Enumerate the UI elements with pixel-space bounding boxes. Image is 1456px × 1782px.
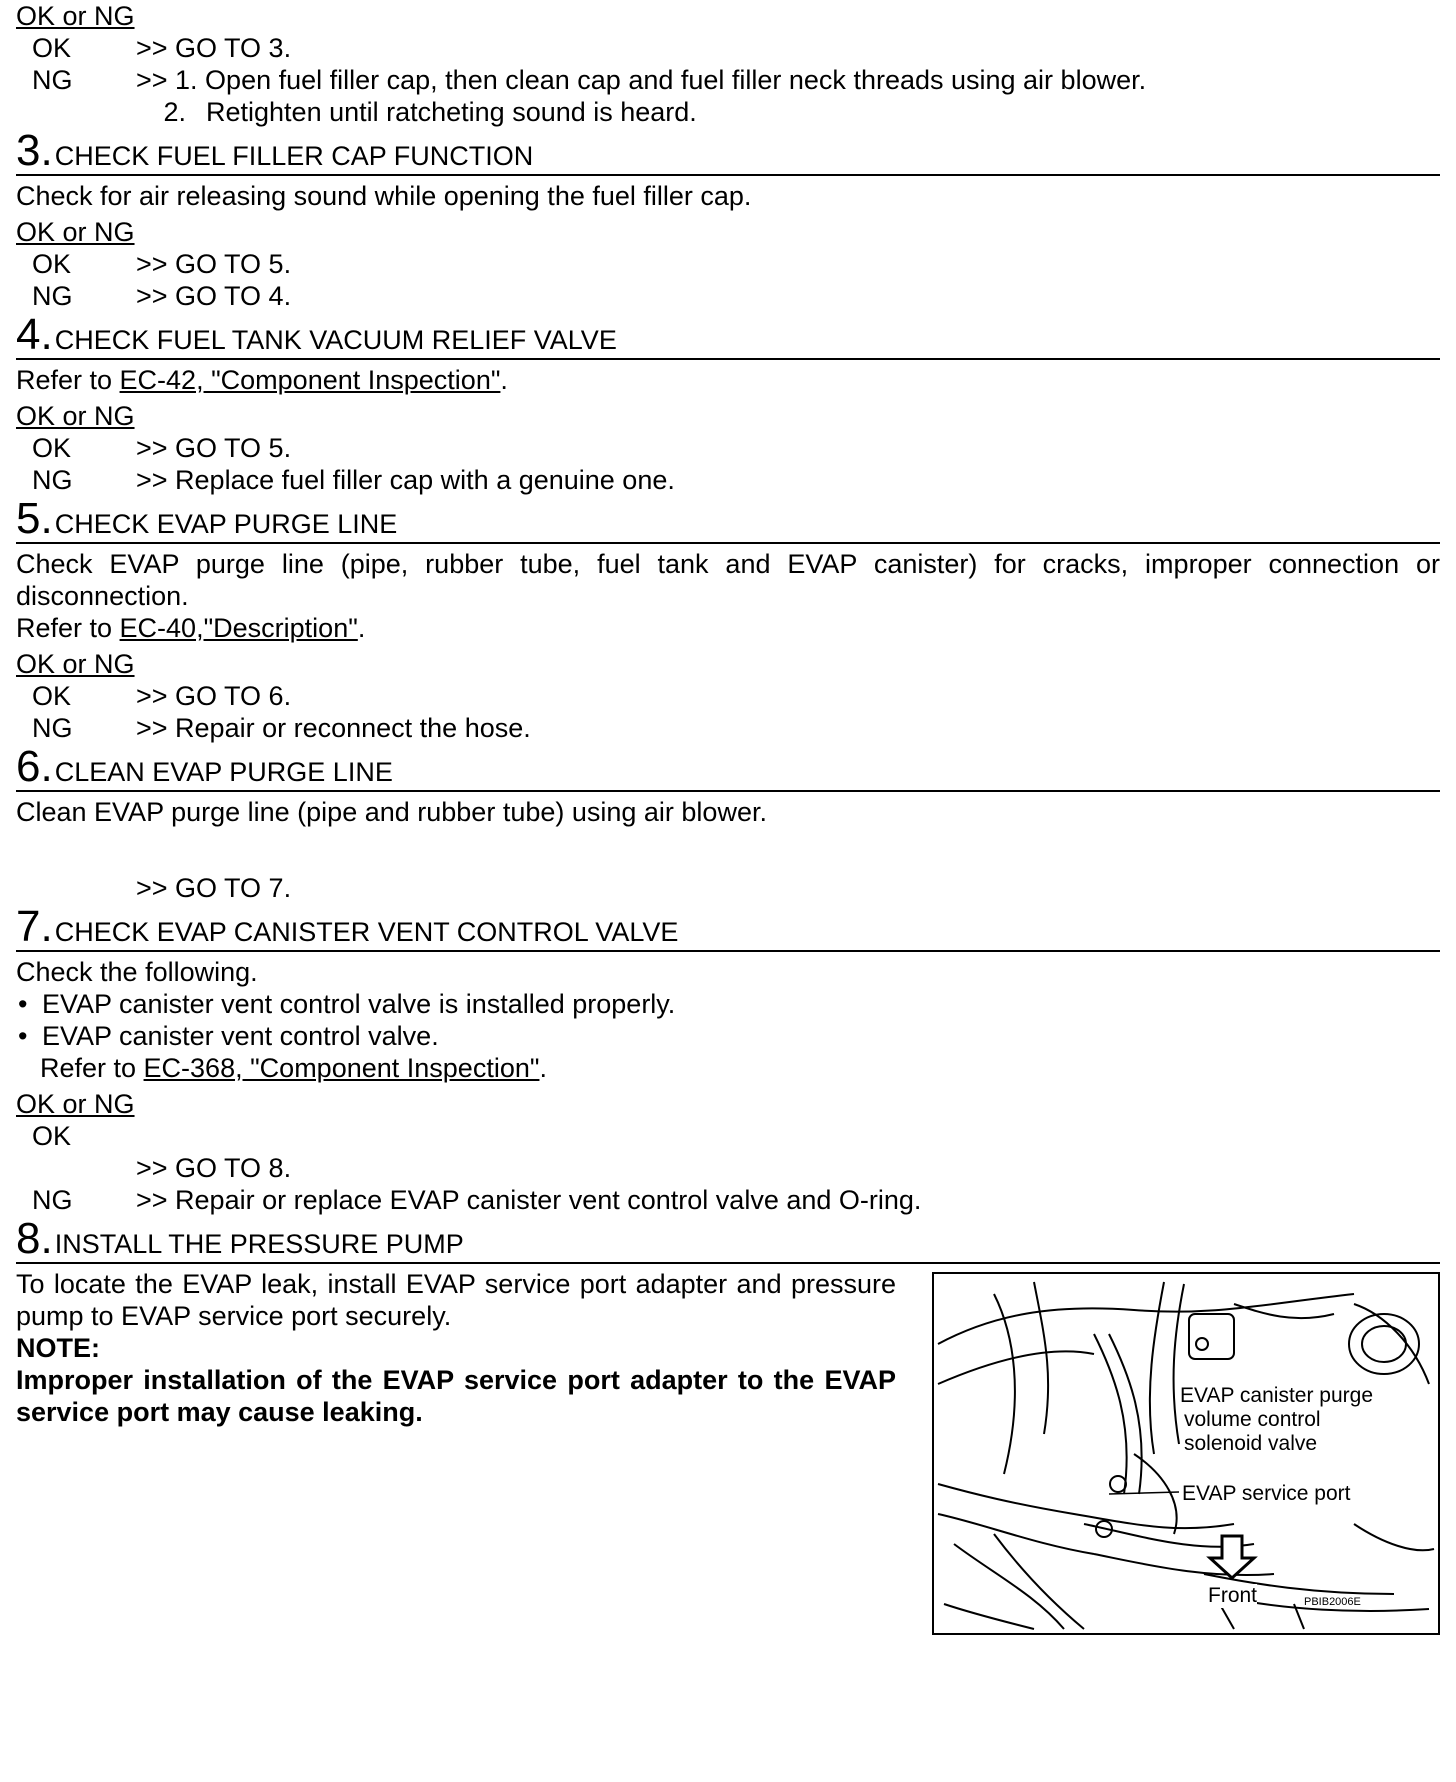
result-text: >> GO TO 3.: [136, 33, 292, 63]
result-text: >> GO TO 6.: [136, 681, 292, 711]
result-ng: [16, 280, 1440, 312]
result-code: NG: [32, 713, 73, 743]
link-ec-368[interactable]: EC-368, "Component Inspection": [143, 1053, 540, 1083]
result-text: >> GO TO 7.: [136, 873, 292, 903]
step-4-refer: [16, 364, 1440, 396]
link-ec-42[interactable]: EC-42, "Component Inspection": [119, 365, 501, 395]
step-8-content: [16, 1268, 1440, 1635]
bullet-text: EVAP canister vent control valve is installed properly.: [42, 989, 676, 1019]
refer-prefix: Refer to: [16, 365, 120, 395]
step-5-refer: [16, 612, 1440, 644]
note-label: NOTE:: [16, 1333, 100, 1363]
step-6-heading: [16, 742, 1440, 792]
ok-or-ng-heading: OK or NG: [16, 1, 135, 31]
step-title: INSTALL THE PRESSURE PUMP: [54, 1229, 464, 1259]
result-text: >> Repair or replace EVAP canister vent control valve and O-ring.: [136, 1185, 922, 1215]
bullet-text: EVAP canister vent control valve.: [42, 1021, 439, 1051]
result-text: >> Repair or reconnect the hose.: [136, 713, 531, 743]
service-manual-page: [16, 0, 1440, 1635]
result-ng-substep: [16, 96, 1440, 128]
step-title: CHECK EVAP CANISTER VENT CONTROL VALVE: [54, 917, 679, 947]
step-5-heading: [16, 494, 1440, 544]
result-code: NG: [32, 281, 73, 311]
result-code: OK: [32, 681, 72, 711]
step-4-heading: [16, 310, 1440, 360]
step-title: CHECK FUEL FILLER CAP FUNCTION: [54, 141, 534, 171]
label-purge-valve-line1: EVAP canister purge: [1180, 1384, 1373, 1407]
note-text: Improper installation of the EVAP service port adapter to the EVAP service port may cause leaking.: [16, 1365, 896, 1427]
result-code: NG: [32, 65, 73, 95]
step-number: 5.: [16, 494, 53, 543]
bullet-icon: •: [18, 1021, 28, 1051]
ok-or-ng-heading: OK or NG: [16, 649, 135, 679]
step-8-body: To locate the EVAP leak, install EVAP service port adapter and pressure pump to EVAP service port securely.: [16, 1269, 896, 1331]
label-purge-valve-line2: volume control: [1184, 1408, 1321, 1431]
refer-prefix: Refer to: [40, 1053, 144, 1083]
link-ec-40[interactable]: EC-40,"Description": [119, 613, 358, 643]
result-code: OK: [32, 1121, 72, 1151]
result-ng: [16, 1184, 1440, 1216]
result-text: >> Replace fuel filler cap with a genuine one.: [136, 465, 675, 495]
result-code: OK: [32, 433, 72, 463]
step-title: CHECK FUEL TANK VACUUM RELIEF VALVE: [54, 325, 617, 355]
substep-text: Retighten until ratcheting sound is heard.: [206, 97, 697, 127]
step-number: 6.: [16, 742, 53, 791]
result-text: >> GO TO 8.: [136, 1153, 292, 1183]
result-ok: [16, 248, 1440, 280]
result-ok: [16, 432, 1440, 464]
step-8-heading: [16, 1214, 1440, 1264]
result-code: NG: [32, 465, 73, 495]
ok-or-ng-heading: OK or NG: [16, 401, 135, 431]
refer-suffix: .: [500, 365, 508, 395]
step-number: 3.: [16, 126, 53, 175]
substep-number: 2.: [163, 97, 186, 127]
step-title: CHECK EVAP PURGE LINE: [54, 509, 398, 539]
evap-service-port-illustration: [932, 1272, 1440, 1635]
result-ok-action: [16, 1152, 1440, 1184]
step-5-body: Check EVAP purge line (pipe, rubber tube, fuel tank and EVAP canister) for cracks, improper connection or disconnection.: [16, 549, 1440, 611]
result-ok: [16, 1120, 1440, 1152]
step-number: 8.: [16, 1214, 53, 1263]
result-ok: [16, 680, 1440, 712]
bullet-icon: •: [18, 989, 28, 1019]
result-code: OK: [32, 249, 72, 279]
step-number: 4.: [16, 310, 53, 359]
refer-suffix: .: [357, 613, 366, 643]
step-7-bullet: [16, 988, 1440, 1020]
step-7-heading: [16, 902, 1440, 952]
result-ng: [16, 712, 1440, 744]
step-title: CLEAN EVAP PURGE LINE: [54, 757, 393, 787]
label-purge-valve-line3: solenoid valve: [1184, 1432, 1318, 1455]
step-3-heading: [16, 126, 1440, 176]
result-text: >> GO TO 5.: [136, 433, 292, 463]
label-evap-service-port: EVAP service port: [1182, 1482, 1351, 1505]
result-text: >> GO TO 4.: [136, 281, 292, 311]
step-6-go: [16, 872, 1440, 904]
result-ok: [16, 32, 1440, 64]
label-front: Front: [1208, 1584, 1258, 1607]
refer-prefix: Refer to: [16, 613, 120, 643]
step-7-refer: [16, 1052, 1440, 1084]
result-code: NG: [32, 1185, 73, 1215]
figure-code: PBIB2006E: [1304, 1596, 1361, 1608]
step-number: 7.: [16, 902, 53, 951]
step-7-body: Check the following.: [16, 957, 258, 987]
step-3-body: Check for air releasing sound while opening the fuel filler cap.: [16, 181, 752, 211]
step-6-body: Clean EVAP purge line (pipe and rubber tube) using air blower.: [16, 797, 767, 827]
ok-or-ng-heading: OK or NG: [16, 217, 135, 247]
refer-suffix: .: [539, 1053, 547, 1083]
step-8-text: [16, 1268, 896, 1635]
result-text: >> GO TO 5.: [136, 249, 292, 279]
result-ng: [16, 464, 1440, 496]
step-7-bullet: [16, 1020, 1440, 1052]
result-code: OK: [32, 33, 72, 63]
ok-or-ng-heading: OK or NG: [16, 1089, 135, 1119]
result-ng: [16, 64, 1440, 96]
result-text: >> 1. Open fuel filler cap, then clean cap and fuel filler neck threads using air blower.: [136, 65, 1147, 95]
